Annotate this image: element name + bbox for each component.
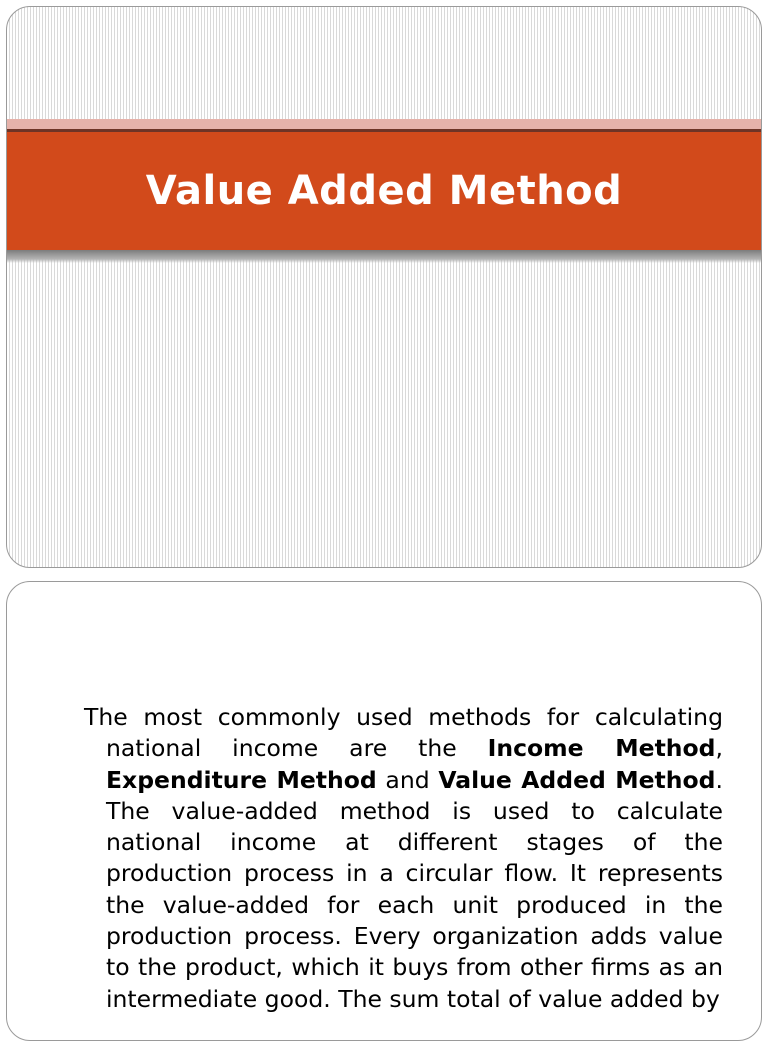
- term-income-method: Income Method: [487, 734, 716, 763]
- separator-comma: ,: [715, 734, 723, 763]
- title-band-shadow: [7, 250, 761, 263]
- body-text: . The value-added method is used to calculate national income at different stages of the production process in a circular flow. It represents the value-added for each unit produced in the production process. Every organization adds value to the product, which it buys from other firms as an intermediate good. The sum total of value added by: [106, 765, 723, 1013]
- term-value-added-method: Value Added Method: [438, 765, 716, 794]
- slide-title: Value Added Method: [145, 168, 623, 214]
- body-paragraph: [84, 702, 723, 1015]
- title-slide: [6, 6, 762, 568]
- intro-text: The most commonly used methods for calculating national income are the: [84, 703, 723, 763]
- term-expenditure-method: Expenditure Method: [106, 765, 377, 794]
- content-slide: [6, 581, 762, 1041]
- title-band-top-stripe: [7, 119, 761, 129]
- title-band: [7, 132, 761, 250]
- separator-and: and: [376, 765, 439, 794]
